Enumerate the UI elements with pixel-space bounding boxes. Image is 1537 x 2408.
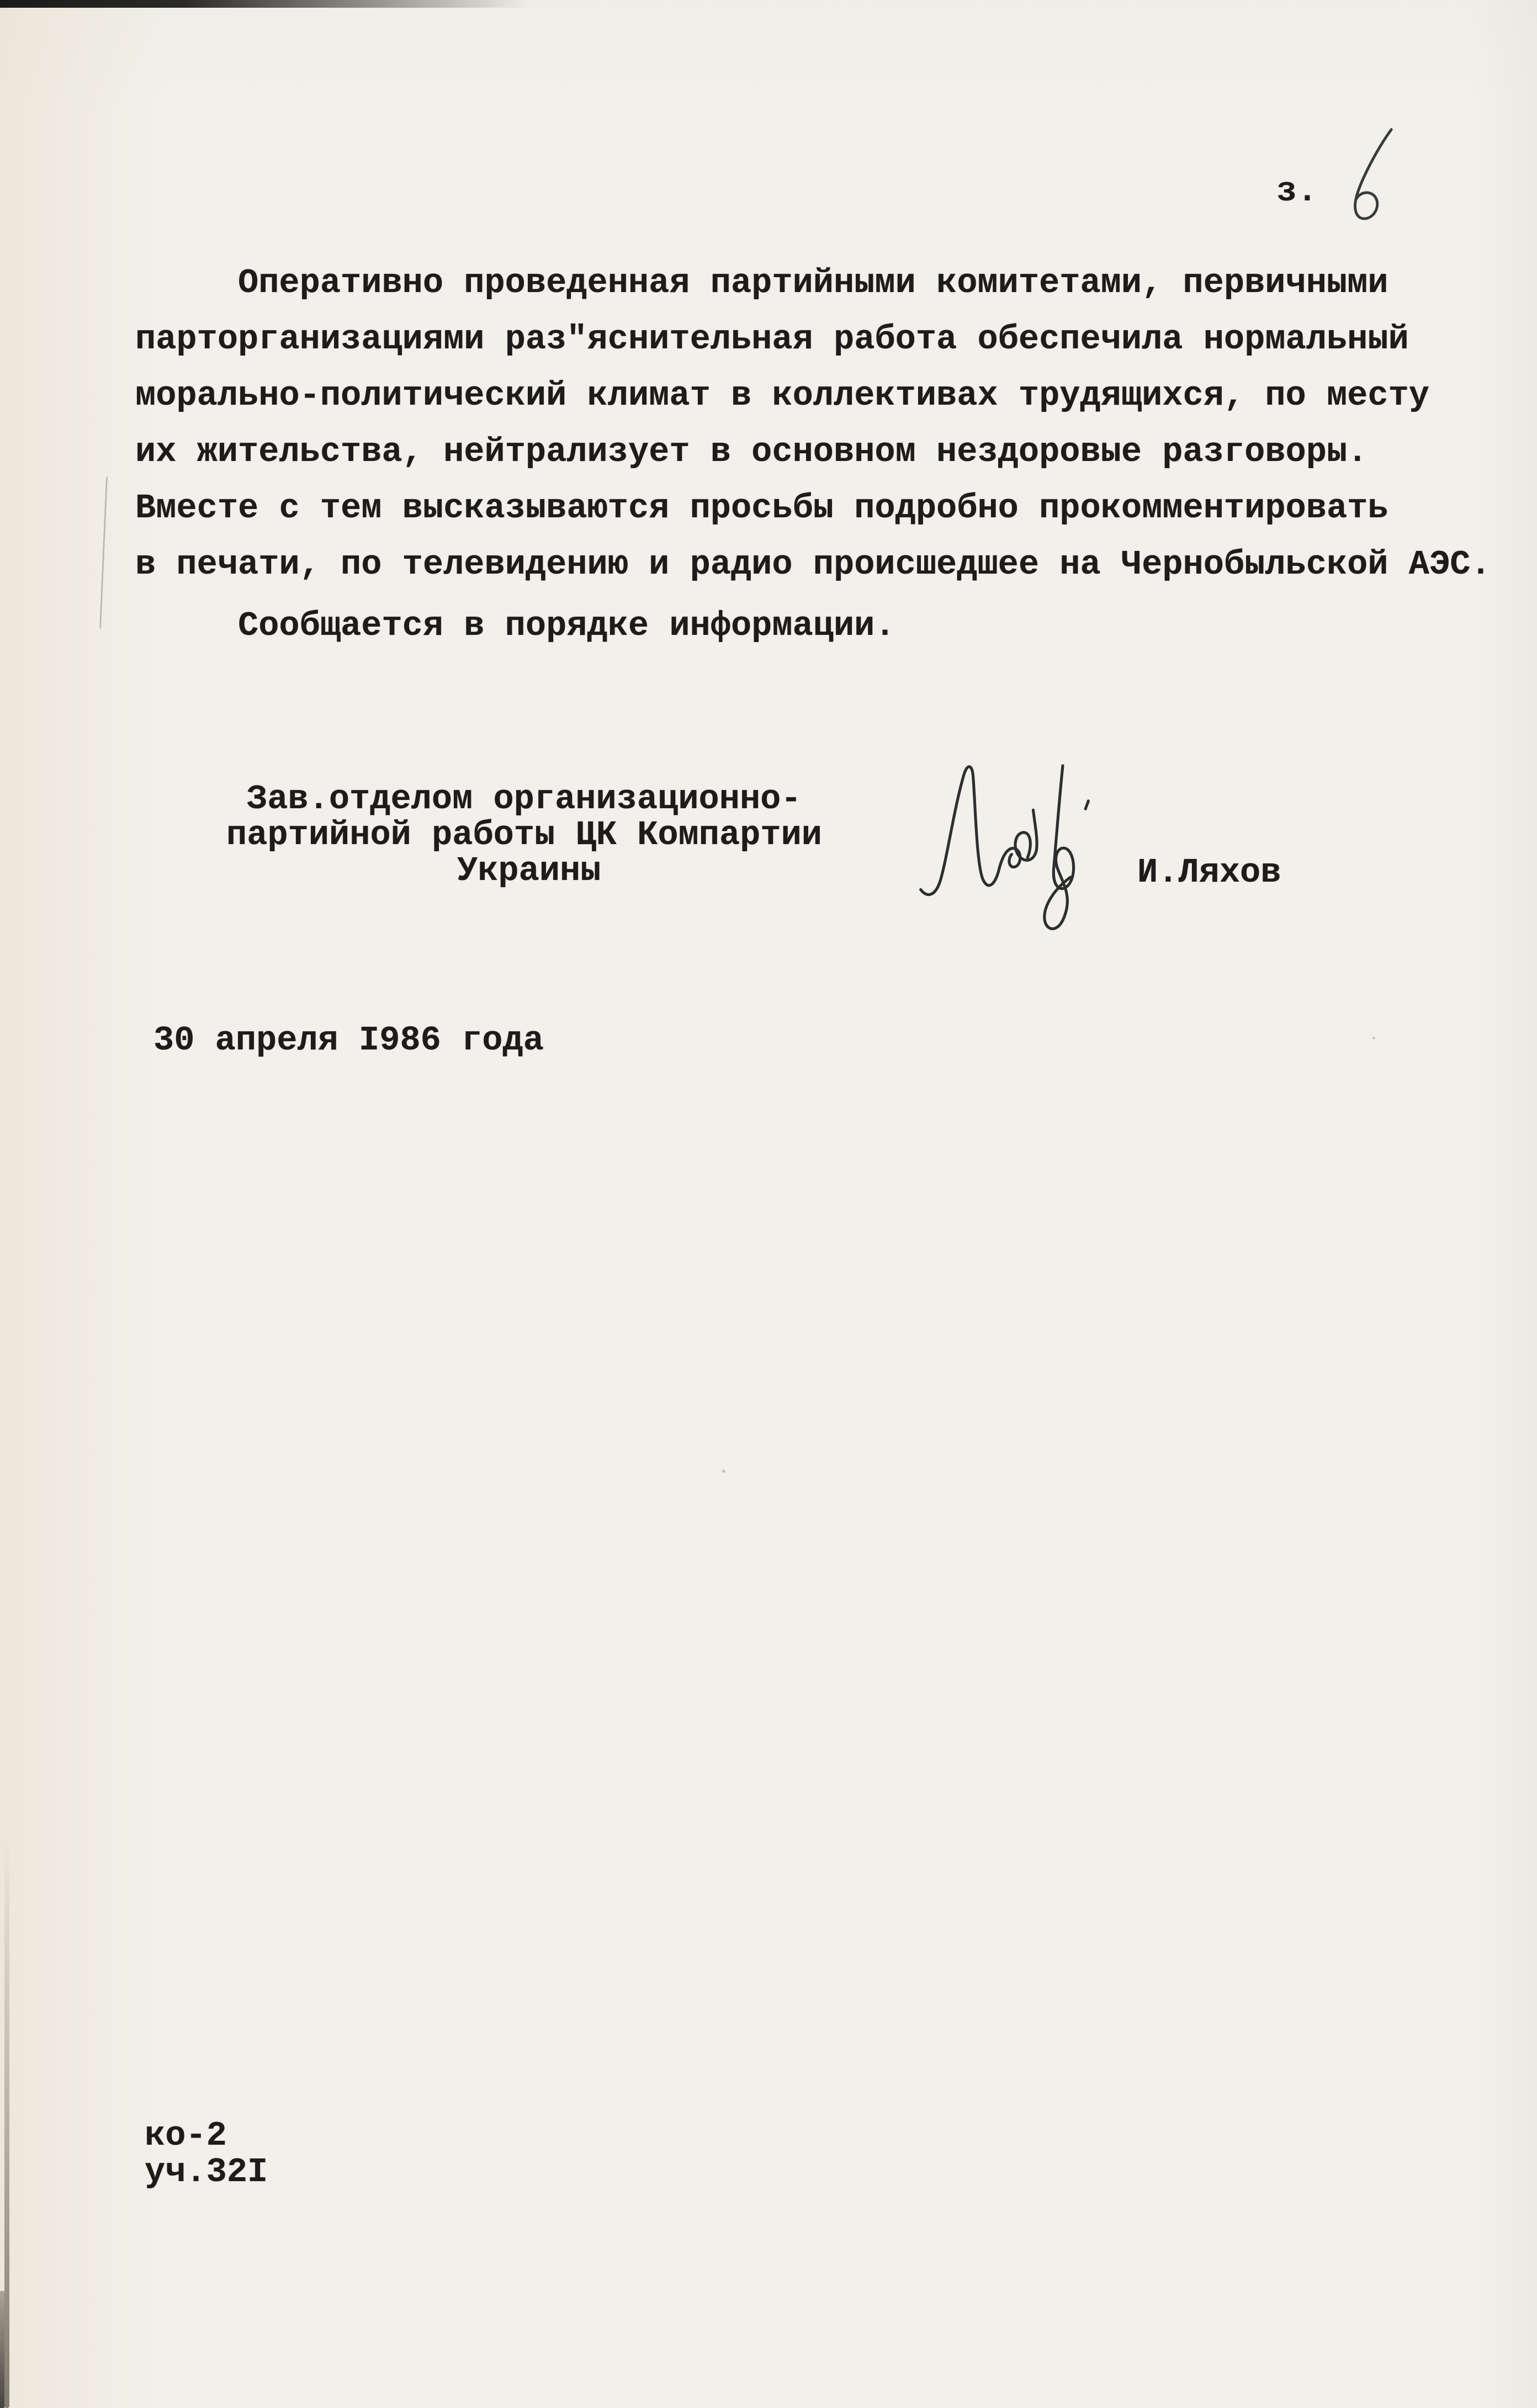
body-paragraph (135, 255, 1527, 593)
paper-speck (1372, 1037, 1375, 1039)
scratch-mark (99, 476, 109, 629)
scan-edge-artifact-bottom-left (0, 2291, 4, 2408)
paragraph-line: Вместе с тем высказываются просьбы подробно прокомментировать (135, 489, 1388, 528)
paragraph-line: парторганизациями раз"яснительная работа обеспечила нормальный (135, 320, 1409, 359)
footer-reference-line: ко-2 (145, 2116, 227, 2155)
signature-title-block (226, 781, 822, 889)
paragraph-line: в печати, по телевидению и радио происшедшее на Чернобыльской АЭС. (135, 545, 1491, 584)
scan-edge-artifact-top (0, 0, 530, 8)
scan-crease-artifact-left (4, 1838, 9, 2408)
signature-title-line: Зав.отделом организационно- (247, 779, 802, 819)
paper-speck (722, 1470, 725, 1473)
signer-name: И.Ляхов (1137, 853, 1281, 892)
signature-title-line: партийной работы ЦК Компартии (226, 815, 822, 855)
footer-reference-line: уч.32I (145, 2152, 268, 2192)
paragraph-line: Оперативно проведенная партийными комитетами, первичными (238, 263, 1388, 303)
paragraph-line: морально-политический климат в коллективах трудящихся, по месту (135, 376, 1429, 415)
footer-reference-block (145, 2118, 268, 2190)
paragraph-line: их жительства, нейтрализует в основном нездоровые разговоры. (135, 432, 1368, 471)
handwritten-signature-icon (914, 746, 1135, 942)
signature-title-line: Украины (457, 851, 601, 890)
document-date: 30 апреля I986 года (153, 1021, 544, 1060)
page-number-typed: з. (1276, 172, 1318, 211)
closing-statement: Сообщается в порядке информации. (238, 606, 895, 645)
handwritten-page-number-6-icon (1340, 126, 1401, 225)
